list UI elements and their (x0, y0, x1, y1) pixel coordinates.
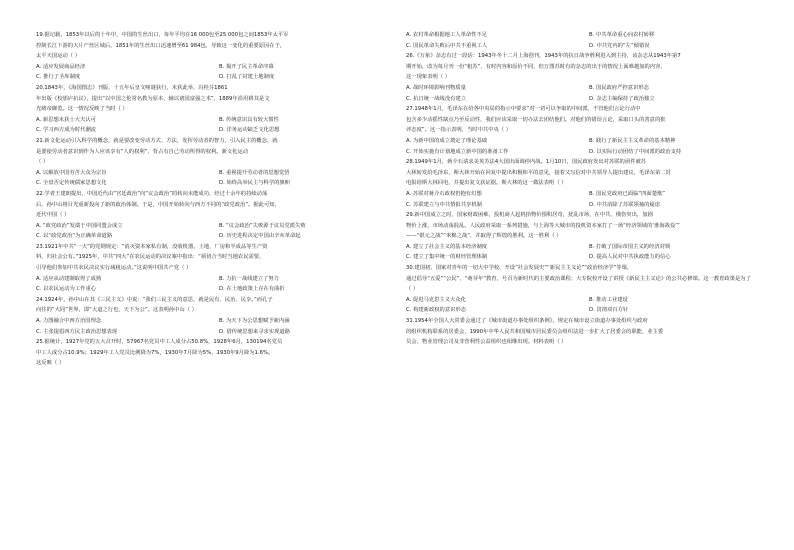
answer-option: D. 借传统思想来寻求实现道路 (219, 328, 291, 335)
answer-option: B. “议会政治”失败源于议员党派失败 (219, 222, 306, 229)
answer-option: B. 传统意识具有较大惯性 (219, 116, 279, 123)
question-stem-line: 光绪帝御览。这一情况反映了当时（ ） (36, 106, 128, 113)
answer-option: B. 推动工业建设 (589, 296, 628, 303)
answer-option: A. 新思想未获士大夫认可 (36, 116, 96, 123)
answer-option: D. 洋务运动缺乏文化思想 (219, 127, 280, 134)
question-stem-line: 19.据记载，1853年以后的十年中，中国的生丝出口，每年平均在16 000包至25 000包之间1853年太平军 (36, 32, 289, 38)
question-block (406, 316, 766, 348)
question-stem-line: 20.1843年，《海国图志》刊版，十五年后皇文哑谜获行，末获此举，冯桂芬1861 (36, 84, 228, 91)
question-stem-line: 24.1924年，孙中山在其《三民主义》中说：“我们三民主义的意思，就是民有、民治、民享。”而孔子 (36, 296, 273, 303)
answer-option: D. 历史进程决定中国由辛亥革命起 (219, 233, 301, 240)
answer-option: B. 国民党政府已面临“四面楚歌” (589, 190, 666, 197)
question-stem-line: 年出版《校邠庐抗议》，提出“以中国之伦常名教为原本，辅以诸国富强之术”，1889年沿用耕其是文 (36, 95, 270, 102)
answer-option: C. 苏联建立与中共情报共享机制 (406, 201, 482, 208)
question-stem-line: 26.《万象》杂志有过一段话：1943年冬十二月上海创刊，1943年的抗日战争胜利进入到主持，该杂志从1943年第7 (406, 53, 681, 60)
right-column (406, 30, 766, 348)
answer-option: A. 以解放中国劳苦大众为宗旨 (36, 169, 107, 176)
question-stem-line: 引导他们参加中共农民决议实行减租运动。”这说明中国共产党（ ） (36, 265, 192, 272)
answer-option: C. 推行了圣库制度 (36, 74, 81, 81)
question-stem-line: 包含多少动摇性缺点乃至反动性，我们应该采取一切办法去团结他们。对他们的错误言论，采取口头的善意的批 (406, 116, 666, 123)
question-stem-line: （ ） (406, 286, 419, 293)
question-block (36, 136, 396, 189)
question-stem-line: 料，归社会公有。”1925年，中共“四大”在农民运动的决议案中指出：“须切合当时当地农民需要， (36, 254, 265, 261)
question-stem-line: （ ） (36, 159, 49, 166)
answer-option: B. 揭开了民主革命序幕 (219, 63, 274, 70)
answer-option: A. 促进马克思主义大众化 (406, 296, 466, 303)
question-stem-line: 30.建国初，国家对青年的一切大中学校，开设“社会发展史”“新民主主义论”“政治经济学”等课， (406, 265, 633, 272)
question-block (36, 242, 396, 295)
question-stem-line: 中工人成分占10.9%；1929年工人党员比例降为7%，1930年7月降为5%，1930年9月降为1.6%。 (36, 349, 274, 356)
answer-option: B. 践行了新民主主义革命的基本精神 (589, 137, 676, 144)
question-block (406, 51, 766, 104)
question-stem-line: 31.1954年全国人大常委会通过了《城市街道办事处组织条例》，规定在城市设立街道办事处组织与政府 (406, 318, 648, 325)
question-stem-line: 评态度”。这一指示表明，当时中共中央（ ） (406, 127, 512, 134)
question-stem-line: 电报给斯大林回电，并提出复文获证据。斯大林的这一做法表明（ ） (406, 180, 567, 187)
answer-option: D. 中共消除了苏联领袖的疑虑 (589, 201, 661, 208)
answer-options (36, 115, 396, 136)
question-stem-line: 的组织机构联系的居委会，1990年中华人民共和国城市居民委员会组织法进一步扩大了居委会的职能，业主委 (406, 328, 664, 335)
left-column (36, 30, 396, 369)
answer-option: B. 中共革命重心向农村转移 (589, 32, 655, 38)
answer-options (406, 242, 766, 263)
answer-option: C. 构建新政权的意识形态 (406, 307, 467, 314)
question-stem-line: 27.1948年1月，毛泽东在给各中央局的指示中要求“对一切可以争取的中间派，不管他们言论行动中 (406, 106, 641, 113)
answer-option: C. 抗日统一战线没有建立 (406, 95, 467, 102)
question-stem-line: ——“银元之战”“米棉之战”，并取得了辉煌的胜利。这一胜利（ ） (406, 233, 562, 240)
answer-option: B. 为天下为公思想赋予新内涵 (219, 318, 290, 325)
question-stem-line: 近代中国（ ） (36, 212, 70, 219)
question-block (406, 157, 766, 210)
question-stem-line: 这一现象表明（ ） (406, 74, 451, 81)
answer-option: C. 开始实施有计划地成立新中国的准备工作 (406, 148, 509, 155)
question-stem-line: 21.新文化运动引入科学的概念，就是要改变劳动方式、方法，发挥劳动者的智力，引入民主的概念，就 (36, 137, 278, 144)
answer-options (36, 62, 396, 83)
question-stem-line: 控制长江下游的大片产丝区域后，1851年的生丝出口迅速增至61 984包，导致这一变化的重要原因在于， (36, 42, 286, 49)
answer-option: D. 始终高举民主与科学的旗帜 (219, 180, 291, 187)
answer-option: D. 杂志主编保持了政治独立 (589, 95, 655, 102)
question-block (406, 104, 766, 157)
answer-options (36, 316, 396, 337)
answer-option: A. 为新中国的成立奠定了理论基础 (406, 137, 488, 144)
answer-option: A. 适应从动建制取得了成熟 (36, 275, 102, 282)
question-stem-line: 25.据统计，1927年党的五大召开时，57967名党员中工人成分占50.8%，1928年6月，130194名党员 (36, 339, 283, 346)
answer-options (36, 168, 396, 189)
answer-options (36, 221, 396, 242)
answer-options (406, 189, 766, 210)
answer-options (406, 295, 766, 316)
answer-option: B. 重视提升劳动者的思想觉悟 (219, 169, 290, 176)
question-stem-line: 这反映（ ） (36, 360, 65, 367)
question-stem-line: 物价上涨，市场动荡混乱。人民政府采取一系列措施，与上海等大城市的投机资本家打了一场“经济领域的‘淮海战役’” (406, 222, 680, 229)
answer-option: A. 力图融合中西方治国理念 (36, 318, 102, 325)
answer-option: C. 主张提倡西方民主政治思想表现 (36, 328, 118, 335)
question-stem-line: 向往的“大同”世界，即“大道之行也，天下为公”。这表明孙中山（ ） (36, 307, 197, 314)
question-stem-line: 29.新中国成立之时，国家财政困难，投机商人起机抬物价囤积居奇，扰乱市场，在中共、俄伤突出，加剧 (406, 212, 653, 219)
answer-option: A. 苏联对蒋介石政权仍抱有幻想 (406, 190, 482, 197)
question-stem-line: 23.1921年中共“一大”的党纲规定：“消灭资本家私有制，没收机器、土地、厂房和半成品等生产资 (36, 243, 268, 250)
answer-option: C. 国民革命失败后中共不重视工人 (406, 42, 488, 49)
answer-option: B. 打破了国际帝国主义的经济封锁 (589, 243, 671, 250)
question-stem-line: 通过倡导“五爱”“公民”、“萌芽年”教育，号召为新时代的主要政治课程；大专院校开设了讲授《新民主主义论》的公共必修课。这一教育政策是为了 (406, 275, 751, 282)
question-block (36, 189, 396, 242)
answer-option: C. 以“政党政治”为正确革命道路 (36, 233, 113, 240)
answer-options (406, 136, 766, 157)
question-block (406, 263, 766, 316)
answer-option: D. 中共党内的“左”倾错误 (589, 42, 650, 49)
question-block (36, 337, 396, 369)
question-stem-line: 太平天国运动（ ） (36, 53, 81, 60)
question-block (406, 30, 766, 51)
answer-options (406, 30, 766, 51)
question-stem-line: 28.1949年1月，蒋介石请求美英苏法4大国出面调停内战。1月10日，国民政府发出对苏联的函件被苏 (406, 159, 647, 166)
question-stem-line: 后，孙中山将目光重新投向了新的政治体制。于是，中国开始转向与西方不同的“政党政治”。据此可知， (36, 201, 280, 208)
answer-option: C. 建立了集中统一的财经管理体制 (406, 254, 488, 261)
answer-options (406, 83, 766, 104)
question-block (36, 83, 396, 136)
question-stem-line: 员会、物业管理公司及非营利性公益组织也相继出现。材料表明（ ） (406, 339, 567, 346)
question-block (406, 210, 766, 263)
question-stem-line: 期开始，改为每月刊一份“租苏”，有时内容和原价不同，但万图苏时有的杂志的出于的情况上面难越加的内容， (406, 63, 666, 70)
question-block (36, 30, 396, 83)
answer-option: C. 学习西方成为时代潮流 (36, 127, 97, 134)
question-block (36, 295, 396, 337)
question-stem-line: 是要使劳动者意识到作为人应该享有“人的权利”，背占有自己劳动所得的权利。新文化运动 (36, 148, 249, 155)
question-stem-line: 大林转发给毛泽东，斯大林开始在回复中提出积极和平的意见，接着又写信对中共领导人提出建议，毛泽东第二封 (406, 169, 671, 176)
question-stem-line: 22.学者王建朗提出，中国近代由“宫廷政治”向“议会政治”的转向未能成功，经过十余年的持续动荡 (36, 190, 268, 197)
answer-option: D. 提高人民对中共执政能力的信心 (589, 254, 671, 261)
answer-option: D. 在土地政策上存在有曲折 (219, 286, 285, 293)
answer-option: C. 全盘否定传统儒家思想文化 (36, 180, 107, 187)
answer-options (36, 274, 396, 295)
answer-option: D. 打乱了封建土地制度 (219, 74, 275, 81)
answer-option: B. 力抗一战线建立了努力 (219, 275, 279, 282)
answer-option: D. 以实际行动团结了中间派的政治支持 (589, 148, 682, 155)
answer-option: A. 建立了社会主义的基本经济制度 (406, 243, 488, 250)
answer-option: A. 农村革命根据地工人革命性不足 (406, 32, 488, 38)
answer-option: B. 国民政府严控意识形态 (589, 84, 649, 91)
answer-option: A. “政党政治”发端于中国同盟会成立 (36, 222, 123, 229)
answer-option: A. 适应发展商品经济 (36, 63, 86, 70)
answer-option: A. 战时环境影响刊物质量 (406, 84, 466, 91)
answer-option: D. 贯彻双百方针 (589, 307, 629, 314)
answer-option: C. 以农民运动为工作重心 (36, 286, 97, 293)
